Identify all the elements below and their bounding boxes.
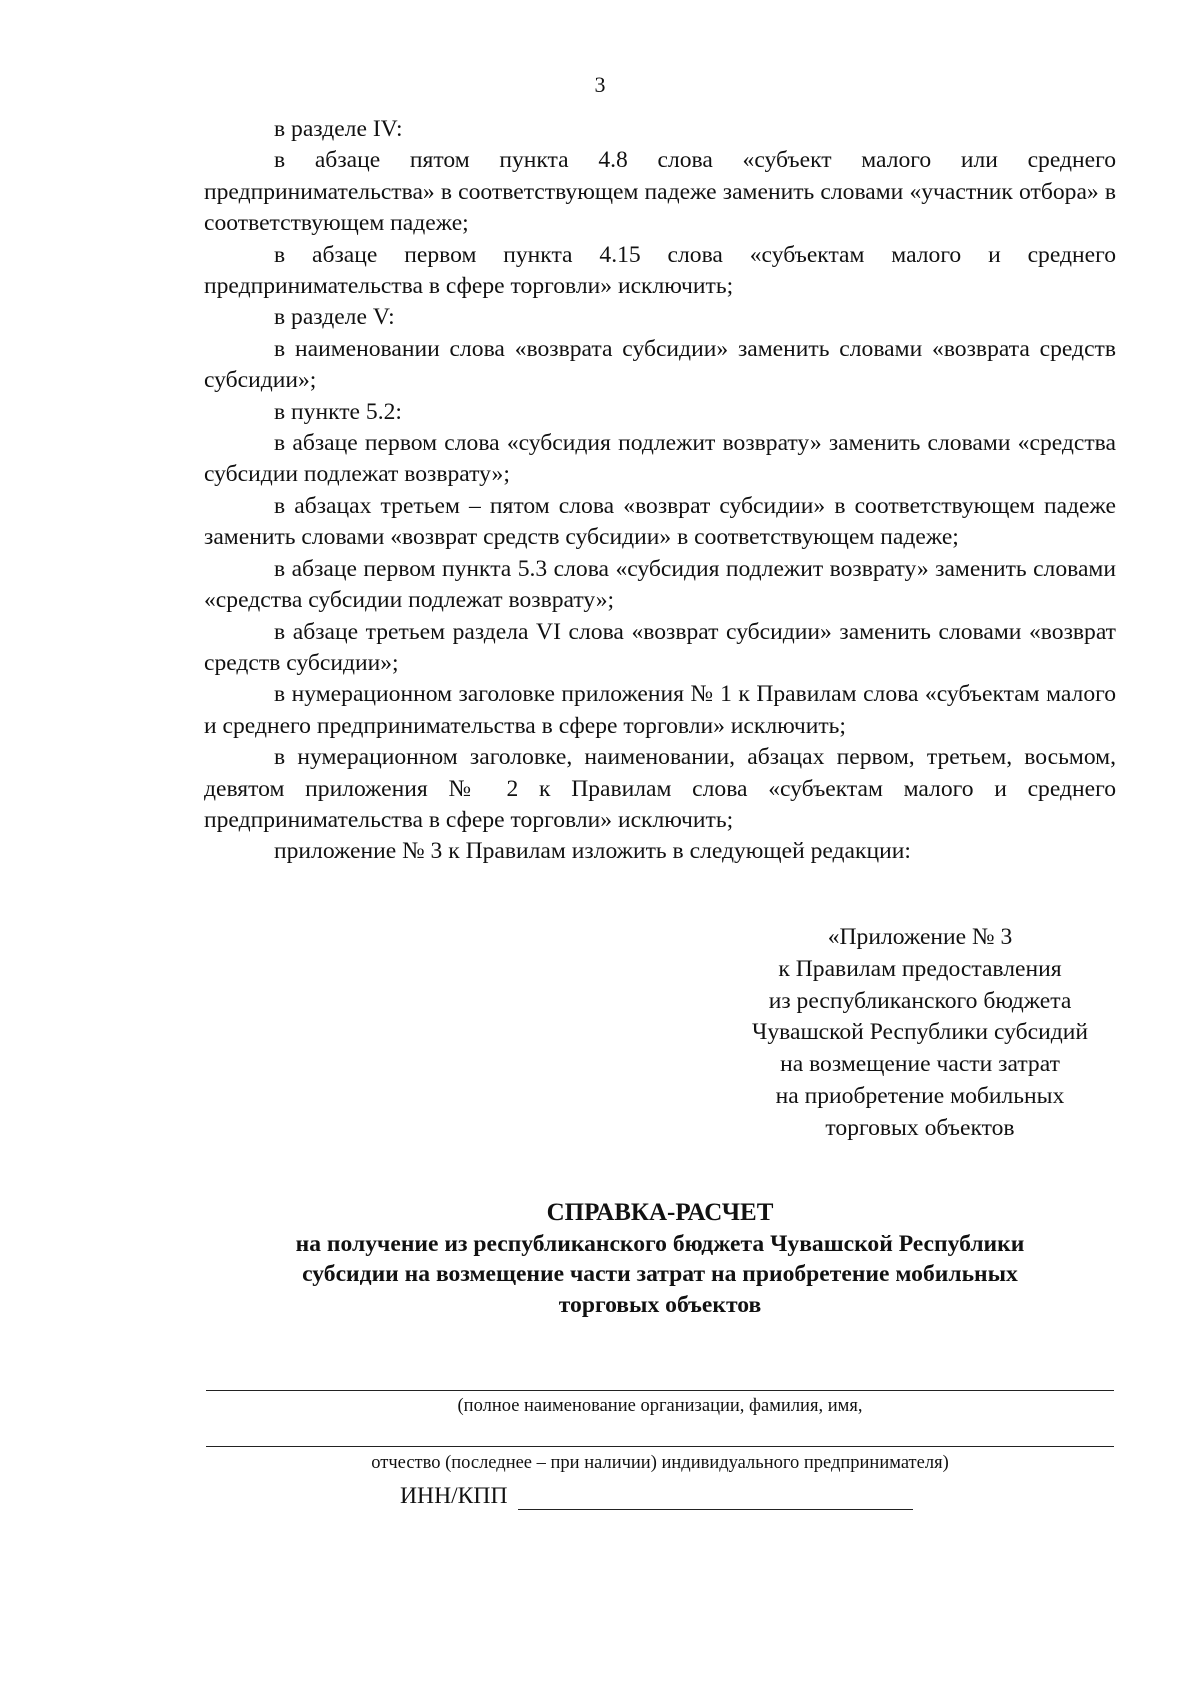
- inn-label: ИНН/КПП: [400, 1483, 508, 1509]
- paragraph: в абзаце пятом пункта 4.8 слова «субъект малого или среднего предпринимательства» в соответствующем падеже заменить словами «участник отбора» в соответствующем падеже;: [204, 147, 1116, 237]
- paragraph: в разделе V:: [274, 304, 395, 331]
- form-subtitle-line: субсидии на возмещение части затрат на приобретение мобильных: [302, 1261, 1018, 1287]
- paragraph: в наименовании слова «возврата субсидии» заменить словами «возврата средств субсидии»;: [204, 335, 1116, 394]
- appendix-line: на возмещение части затрат: [780, 1051, 1060, 1078]
- appendix-header: [700, 922, 1140, 1145]
- appendix-line: торговых объектов: [825, 1114, 1015, 1141]
- body-text: [204, 114, 1116, 868]
- paragraph: в абзаце первом слова «субсидия подлежит возврату» заменить словами «средства субсидии подлежат возврату»;: [204, 430, 1116, 488]
- inn-field-line: [518, 1485, 913, 1510]
- paragraph: в разделе IV:: [274, 116, 403, 142]
- page-number: 3: [594, 72, 606, 97]
- form-title-block: [204, 1198, 1116, 1320]
- form-subtitle-line: торговых объектов: [558, 1291, 762, 1318]
- form-title: СПРАВКА-РАСЧЕТ: [546, 1199, 774, 1226]
- appendix-line: к Правилам предоставления: [778, 955, 1062, 982]
- paragraph: приложение № 3 к Правилам изложить в следующей редакции:: [274, 838, 911, 865]
- appendix-line: «Приложение № 3: [827, 924, 1013, 950]
- inn-row: [400, 1483, 913, 1510]
- paragraph: в нумерационном заголовке приложения № 1 к Правилам слова «субъектам малого и среднего предпринимательства в сфере торговли» исключить;: [204, 681, 1116, 739]
- field-caption: (полное наименование организации, фамилия, имя,: [457, 1396, 863, 1416]
- paragraph: в абзаце первом пункта 5.3 слова «субсидия подлежит возврату» заменить словами «средства субсидии подлежат возврату»;: [204, 555, 1116, 614]
- appendix-line: Чувашской Республики субсидий: [752, 1019, 1088, 1046]
- paragraph: в абзаце третьем раздела VI слова «возврат субсидии» заменить словами «возврат средств субсидии»;: [204, 618, 1116, 676]
- field-caption: отчество (последнее – при наличии) индивидуального предпринимателя): [371, 1453, 949, 1473]
- paragraph: в пункте 5.2:: [274, 398, 402, 425]
- organization-name-line: [206, 1390, 1114, 1391]
- appendix-line: из республиканского бюджета: [768, 987, 1072, 1014]
- form-subtitle-line: на получение из республиканского бюджета Чувашской Республики: [295, 1230, 1025, 1257]
- paragraph: в абзацах третьем – пятом слова «возврат субсидии» в соответствующем падеже заменить словами «возврат средств субсидии» в соответствующем падеже;: [204, 492, 1116, 551]
- patronymic-line: [206, 1446, 1114, 1447]
- appendix-line: на приобретение мобильных: [775, 1082, 1065, 1109]
- paragraph: в нумерационном заголовке, наименовании, абзацах первом, третьем, восьмом, девятом приложения № 2 к Правилам слова «субъектам малого и среднего предпринимательства в сфере торговли» исключить;: [204, 744, 1116, 833]
- paragraph: в абзаце первом пункта 4.15 слова «субъектам малого и среднего предпринимательства в сфере торговли» исключить;: [204, 241, 1116, 300]
